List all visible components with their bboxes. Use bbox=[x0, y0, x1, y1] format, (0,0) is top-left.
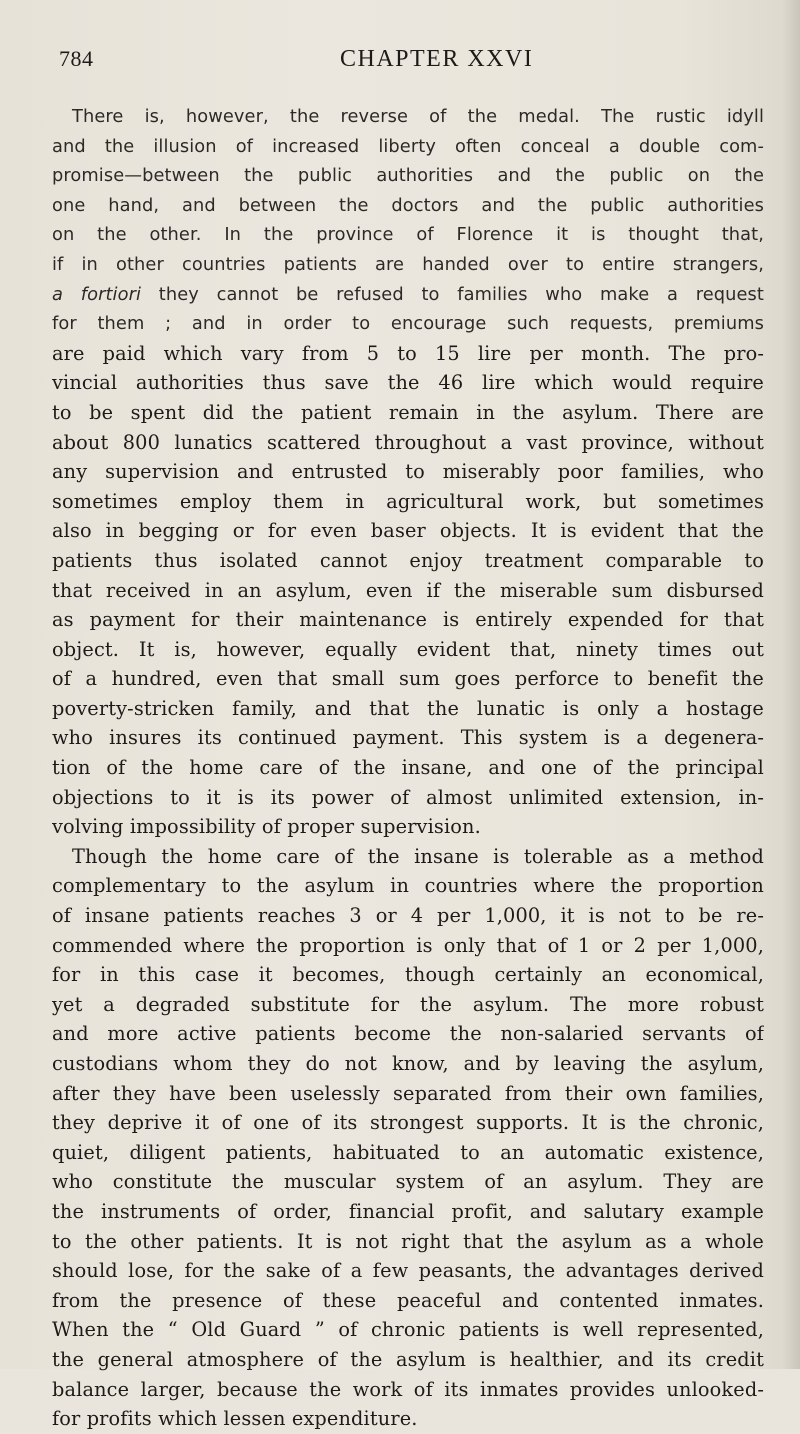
text-line: who insures its continued payment. This system is a degenera- bbox=[52, 726, 764, 750]
text-line: after they have been uselessly separated from their own families, bbox=[52, 1081, 764, 1105]
text-line: should lose, for the sake of a few peasants, the advantages derived bbox=[52, 1259, 764, 1283]
text-line: to the other patients. It is not right that the asylum as a whole bbox=[52, 1229, 764, 1253]
text-line: who constitute the muscular system of an asylum. They are bbox=[52, 1170, 764, 1194]
page-number: 784 bbox=[59, 46, 94, 71]
text-line: There is, however, the reverse of the medal. The rustic idyll bbox=[72, 106, 764, 127]
text-line: for profits which lessen expenditure. bbox=[52, 1407, 418, 1431]
text-line: to be spent did the patient remain in the asylum. There are bbox=[52, 400, 764, 424]
text-line: one hand, and between the doctors and the public authorities bbox=[52, 194, 764, 216]
text-line: vincial authorities thus save the 46 lire which would require bbox=[52, 371, 764, 395]
text-line: balance larger, because the work of its inmates provides unlooked- bbox=[52, 1377, 764, 1401]
text-line: yet a degraded substitute for the asylum. The more robust bbox=[52, 992, 764, 1016]
text-line: promise—between the public authorities and the public on the bbox=[52, 165, 764, 187]
text-line: object. It is, however, equally evident that, ninety times out bbox=[52, 637, 764, 661]
body-text bbox=[52, 102, 764, 1434]
text-line: patients thus isolated cannot enjoy treatment comparable to bbox=[52, 548, 764, 572]
page-edge-shadow bbox=[782, 0, 800, 1369]
text-line: quiet, diligent patients, habituated to an automatic existence, bbox=[52, 1140, 764, 1164]
text-line: the instruments of order, financial profit, and salutary example bbox=[52, 1199, 764, 1223]
text-line: complementary to the asylum in countries where the proportion bbox=[52, 874, 764, 898]
text-line: and more active patients become the non-salaried servants of bbox=[52, 1022, 764, 1046]
text-line: of insane patients reaches 3 or 4 per 1,000, it is not to be re- bbox=[52, 904, 764, 928]
text-line: of a hundred, even that small sum goes perforce to benefit the bbox=[52, 667, 764, 691]
text-line: if in other countries patients are handed over to entire strangers, bbox=[52, 253, 764, 275]
text-line: tion of the home care of the insane, and one of the principal bbox=[52, 756, 764, 780]
text-line: poverty-stricken family, and that the lunatic is only a hostage bbox=[52, 696, 764, 720]
text-line: a fortiori they cannot be refused to families who make a request bbox=[52, 283, 764, 305]
text-line: any supervision and entrusted to miserably poor families, who bbox=[52, 460, 764, 484]
text-line: objections to it is its power of almost unlimited extension, in- bbox=[52, 785, 764, 809]
text-line: volving impossibility of proper supervision. bbox=[52, 815, 481, 839]
text-line: as payment for their maintenance is entirely expended for that bbox=[52, 608, 764, 632]
text-line: sometimes employ them in agricultural work, but sometimes bbox=[52, 489, 764, 513]
text-line: that received in an asylum, even if the miserable sum disbursed bbox=[52, 578, 764, 602]
text-line: and the illusion of increased liberty often conceal a double com- bbox=[52, 135, 764, 157]
text-line: for in this case it becomes, though certainly an economical, bbox=[52, 963, 764, 987]
page-header bbox=[0, 46, 800, 86]
text-line: custodians whom they do not know, and by leaving the asylum, bbox=[52, 1052, 764, 1075]
text-line: for them ; and in order to encourage such requests, premiums bbox=[52, 313, 764, 335]
text-line: also in begging or for even baser objects. It is evident that the bbox=[52, 519, 764, 543]
text-line: on the other. In the province of Florence it is thought that, bbox=[52, 224, 764, 246]
running-head: CHAPTER XXVI bbox=[340, 46, 534, 72]
text-line: When the “ Old Guard ” of chronic patients is well represented, bbox=[52, 1318, 764, 1342]
text-line: Though the home care of the insane is tolerable as a method bbox=[72, 844, 764, 868]
text-line: commended where the proportion is only that of 1 or 2 per 1,000, bbox=[52, 933, 764, 957]
text-line: the general atmosphere of the asylum is healthier, and its credit bbox=[52, 1347, 764, 1371]
text-line: are paid which vary from 5 to 15 lire per month. The pro- bbox=[52, 341, 764, 365]
text-line: from the presence of these peaceful and contented inmates. bbox=[52, 1288, 764, 1312]
text-line: they deprive it of one of its strongest supports. It is the chronic, bbox=[52, 1111, 764, 1135]
text-line: about 800 lunatics scattered throughout a vast province, without bbox=[52, 430, 764, 454]
